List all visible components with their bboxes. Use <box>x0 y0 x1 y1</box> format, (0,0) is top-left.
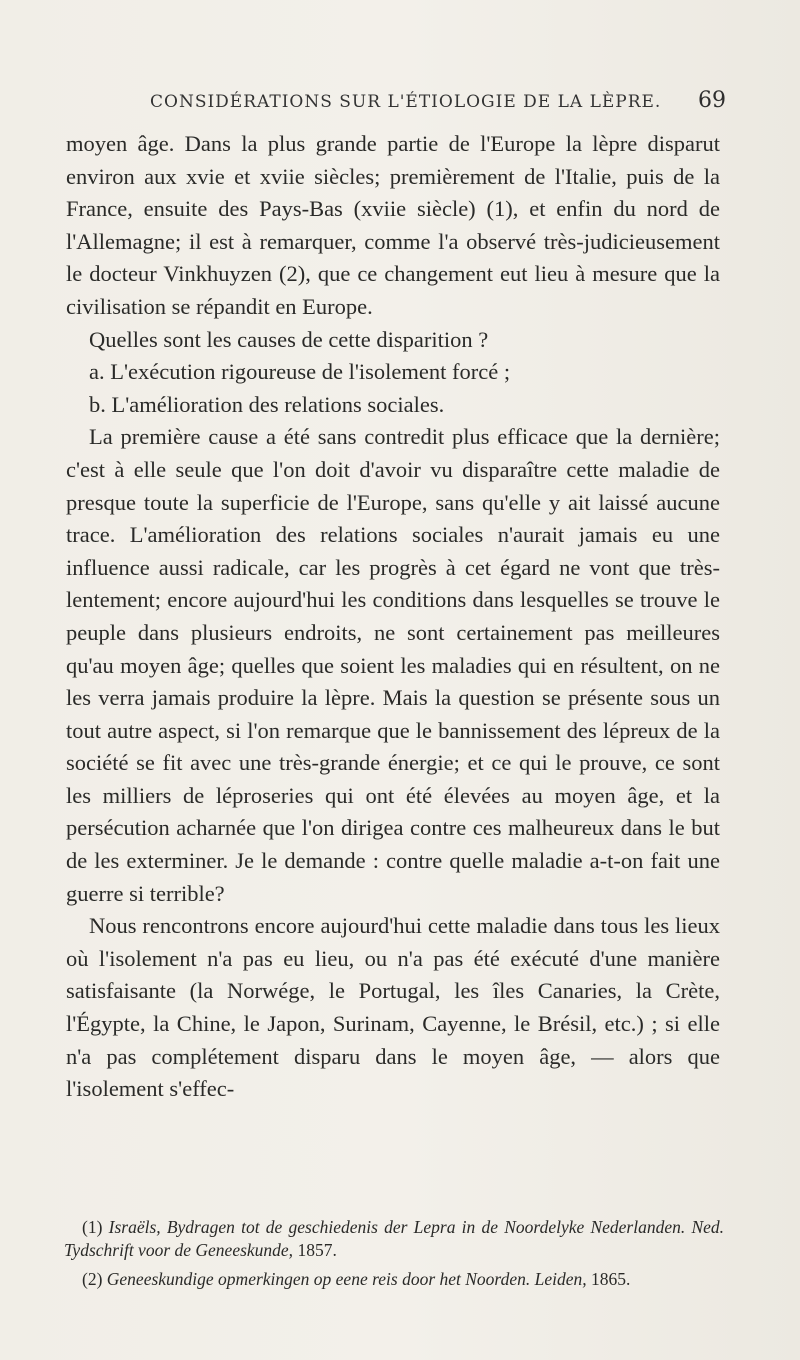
footnote-citation: Israëls, Bydragen tot de geschiedenis der Lepra in de Noordelyke Nederlanden. Ned. Tydschrift voor de Geneeskunde, <box>64 1217 725 1260</box>
list-item-a: a. L'exécution rigoureuse de l'isolement forcé ; <box>89 359 511 385</box>
footnote-year: 1857. <box>293 1240 337 1260</box>
body-text <box>66 128 720 1106</box>
footnote-2 <box>64 1268 724 1291</box>
paragraph-still-encountered: Nous rencontrons encore aujourd'hui cette maladie dans tous les lieux où l'isolement n'a pas eu lieu, ou n'a pas été exécuté d'une manière satisfaisante (la Norwége, le Portugal, les îles Canaries, la Crète, l'Égypte, la Chine, le Japon, Surinam, Cayenne, le Brésil, etc.) ; si elle n'a pas complétement disparu dans le moyen âge, — alors que l'isolement s'effec- <box>66 913 720 1102</box>
page-header <box>64 88 726 118</box>
paragraph-first-cause: La première cause a été sans contredit plus efficace que la dernière; c'est à elle seule que l'on doit d'avoir vu disparaître cette maladie de presque toute la superficie de l'Europe, sans qu'elle y ait laissé aucune trace. L'amélioration des relations sociales n'aurait jamais eu une influence aussi radicale, car les progrès à cet égard ne vont que très-lentement; encore aujourd'hui les conditions dans lesquelles se trouve le peuple dans plusieurs endroits, ne sont certainement pas meilleures qu'au moyen âge; quelles que soient les maladies qui en résultent, on ne les verra jamais produire la lèpre. Mais la question se présente sous un tout autre aspect, si l'on remarque que le bannissement des lépreux de la société se fit avec une très-grande énergie; et ce qui le prouve, ce sont les milliers de léproseries qui ont été élevées au moyen âge, et la persécution acharnée que l'on dirigea contre ces malheureux dans le but de les exterminer. Je le demande : contre quelle maladie a-t-on fait une guerre si terrible? <box>66 424 720 906</box>
page-number: 69 <box>698 88 726 113</box>
paragraph-question: Quelles sont les causes de cette disparition ? <box>89 326 489 352</box>
running-title: CONSIDÉRATIONS SUR L'ÉTIOLOGIE DE LA LÈPRE. <box>150 92 662 112</box>
footnote-mark: (2) <box>82 1269 103 1289</box>
paragraph-continuation: moyen âge. Dans la plus grande partie de l'Europe la lèpre disparut environ aux xvie et xviie siècles; premièrement de l'Italie, puis de la France, ensuite des Pays-Bas (xviie siècle) (1), et enfin du nord de l'Allemagne; il est à remarquer, comme l'a observé très-judicieusement le docteur Vinkhuyzen (2), que ce changement eut lieu à mesure que la civilisation se répandit en Europe. <box>66 131 720 319</box>
footnote-year: 1865. <box>586 1269 631 1289</box>
list-item-b: b. L'amélioration des relations sociales. <box>89 391 445 417</box>
footnote-1 <box>64 1216 724 1262</box>
footnote-citation: Geneeskundige opmerkingen op eene reis door het Noorden. Leiden, <box>106 1269 587 1289</box>
footnote-mark: (1) <box>82 1217 103 1237</box>
footnotes <box>64 1216 724 1297</box>
